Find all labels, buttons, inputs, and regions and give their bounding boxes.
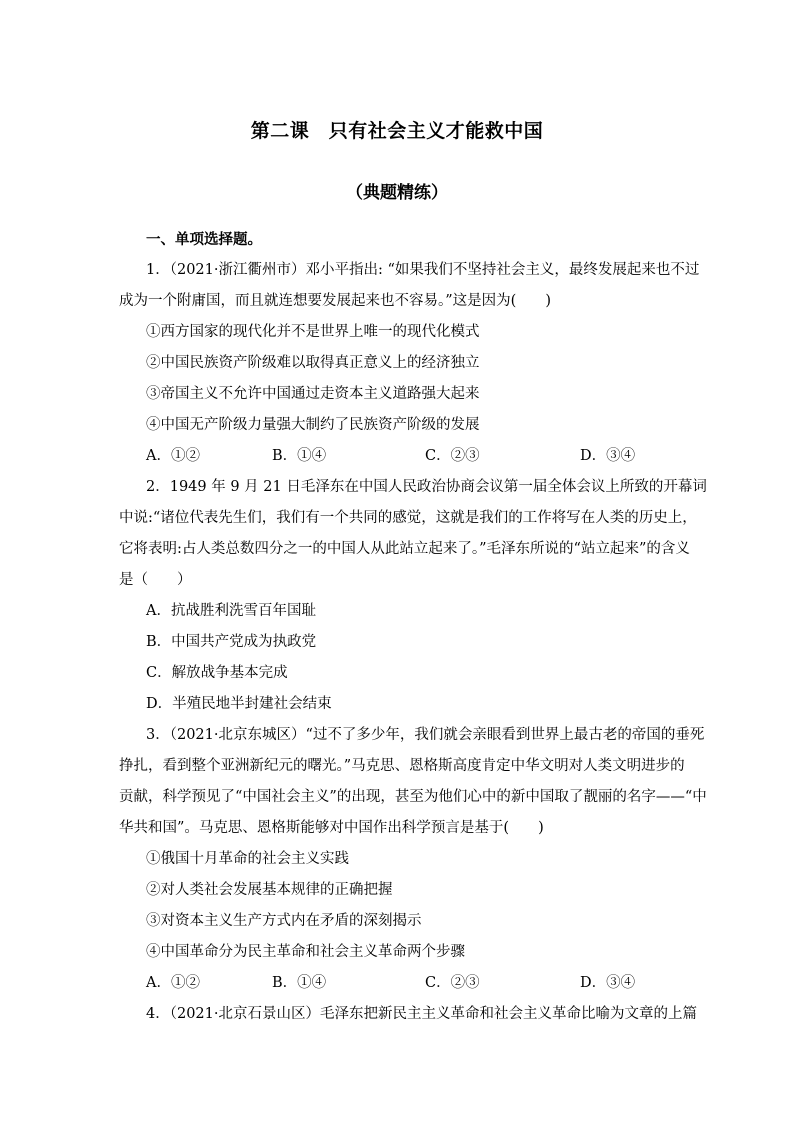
q2-stem-line1: 2．1949 年 9 月 21 日毛泽东在中国人民政治协商会议第一届全体会议上所致的开幕词 bbox=[146, 479, 707, 495]
q2-option-c: C．解放战争基本完成 bbox=[146, 665, 288, 681]
q3-option-d: D．③④ bbox=[580, 975, 636, 991]
q1-item-2: ②中国民族资产阶级难以取得真正意义上的经济独立 bbox=[146, 355, 480, 371]
q1-item-4: ④中国无产阶级力量强大制约了民族资产阶级的发展 bbox=[146, 417, 480, 433]
q3-item-4: ④中国革命分为民主革命和社会主义革命两个步骤 bbox=[146, 944, 465, 960]
q2-option-b: B．中国共产党成为执政党 bbox=[146, 634, 317, 650]
q1-option-c: C．②③ bbox=[425, 448, 480, 464]
q2-stem-line4: 是（ ） bbox=[119, 572, 192, 588]
q1-option-d: D．③④ bbox=[580, 448, 636, 464]
q3-item-1: ①俄国十月革命的社会主义实践 bbox=[146, 851, 349, 867]
q3-item-3: ③对资本主义生产方式内在矛盾的深刻揭示 bbox=[146, 913, 422, 929]
page-subtitle: （典题精练） bbox=[346, 183, 448, 203]
q3-stem-line3: 贡献，科学预见了“中国社会主义”的出现，甚至为他们心中的新中国取了靓丽的名字——“中 bbox=[119, 789, 707, 805]
section-heading: 一、单项选择题。 bbox=[146, 231, 262, 248]
q1-stem-line1: 1．（2021·浙江衢州市）邓小平指出: “如果我们不坚持社会主义，最终发展起来也不过 bbox=[146, 262, 700, 278]
q2-stem-line2: 中说:“诸位代表先生们，我们有一个共同的感觉，这就是我们的工作将写在人类的历史上， bbox=[119, 510, 697, 526]
q4-stem-line1: 4．（2021·北京石景山区）毛泽东把新民主主义革命和社会主义革命比喻为文章的上篇 bbox=[146, 1006, 697, 1022]
q1-option-a: A．①② bbox=[146, 448, 200, 464]
q3-stem-line1: 3．（2021·北京东城区）“过不了多少年，我们就会亲眼看到世界上最古老的帝国的垂死 bbox=[146, 727, 705, 743]
q1-option-b: B．①④ bbox=[272, 448, 327, 464]
q2-stem-line3: 它将表明:占人类总数四分之一的中国人从此站立起来了。”毛泽东所说的“站立起来”的含义 bbox=[119, 541, 690, 557]
q1-item-1: ①西方国家的现代化并不是世界上唯一的现代化模式 bbox=[146, 324, 480, 340]
q2-option-a: A．抗战胜利洗雪百年国耻 bbox=[146, 603, 316, 619]
q3-stem-line4: 华共和国”。马克思、恩格斯能够对中国作出科学预言是基于( ) bbox=[119, 820, 544, 836]
page-title: 第二课 只有社会主义才能救中国 bbox=[250, 120, 544, 142]
q1-item-3: ③帝国主义不允许中国通过走资本主义道路强大起来 bbox=[146, 386, 480, 402]
q3-stem-line2: 挣扎，看到整个亚洲新纪元的曙光。”马克思、恩格斯高度肯定中华文明对人类文明进步的 bbox=[119, 758, 685, 774]
q2-option-d: D．半殖民地半封建社会结束 bbox=[146, 696, 332, 712]
q3-item-2: ②对人类社会发展基本规律的正确把握 bbox=[146, 882, 393, 898]
q3-option-c: C．②③ bbox=[425, 975, 480, 991]
q3-option-b: B．①④ bbox=[272, 975, 327, 991]
q1-stem-line2: 成为一个附庸国，而且就连想要发展起来也不容易。”这是因为( ) bbox=[119, 293, 551, 309]
q3-option-a: A．①② bbox=[146, 975, 200, 991]
